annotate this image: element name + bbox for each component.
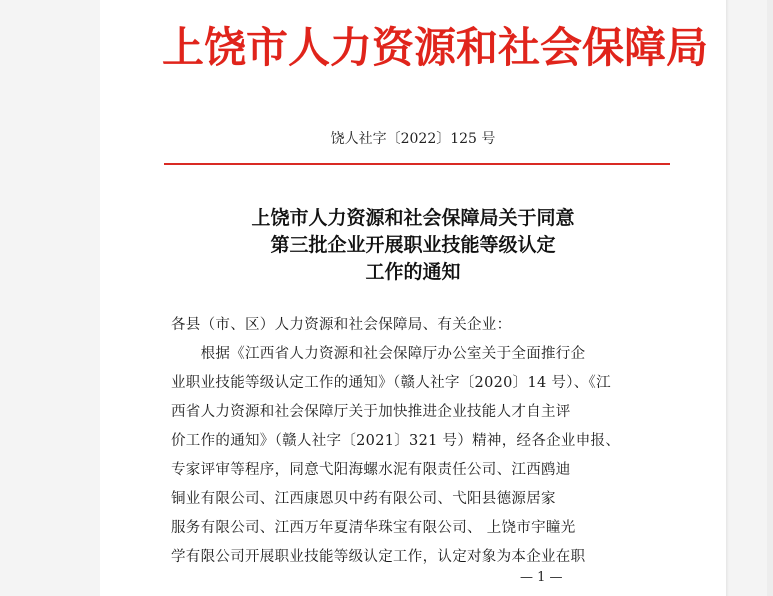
page-number: — 1 — bbox=[520, 570, 563, 585]
document-title-line-1: 上饶市人力资源和社会保障局关于同意 bbox=[251, 207, 575, 229]
agency-masthead: 上饶市人力资源和社会保障局 bbox=[162, 23, 709, 72]
document-title-line-3: 工作的通知 bbox=[365, 261, 461, 283]
red-separator-line bbox=[164, 163, 670, 165]
document-title-line-2: 第三批企业开展职业技能等级认定 bbox=[270, 234, 556, 256]
viewer-right-edge bbox=[767, 0, 773, 596]
body-line: 各县（市、区）人力资源和社会保障局、有关企业： bbox=[171, 317, 512, 333]
document-number: 饶人社字〔2022〕125 号 bbox=[330, 131, 496, 147]
body-line: 服务有限公司、江西万年夏清华珠宝有限公司、 上饶市宇瞳光 bbox=[171, 520, 576, 536]
document-page bbox=[100, 0, 726, 596]
body-line: 学有限公司开展职业技能等级认定工作，认定对象为本企业在职 bbox=[171, 549, 586, 565]
body-line: 专家评审等程序，同意弋阳海螺水泥有限责任公司、江西鸥迪 bbox=[171, 462, 571, 478]
body-line: 业职业技能等级认定工作的通知》（赣人社字〔2020〕14 号）、《江 bbox=[171, 375, 611, 391]
body-line: 西省人力资源和社会保障厅关于加快推进企业技能人才自主评 bbox=[171, 404, 571, 420]
body-line: 根据《江西省人力资源和社会保障厅办公室关于全面推行企 bbox=[171, 346, 586, 362]
body-line: 铜业有限公司、江西康恩贝中药有限公司、弋阳县德源居家 bbox=[171, 491, 556, 507]
body-line: 价工作的通知》（赣人社字〔2021〕321 号）精神，经各企业申报、 bbox=[171, 433, 621, 449]
page-edge-shadow bbox=[726, 0, 729, 596]
